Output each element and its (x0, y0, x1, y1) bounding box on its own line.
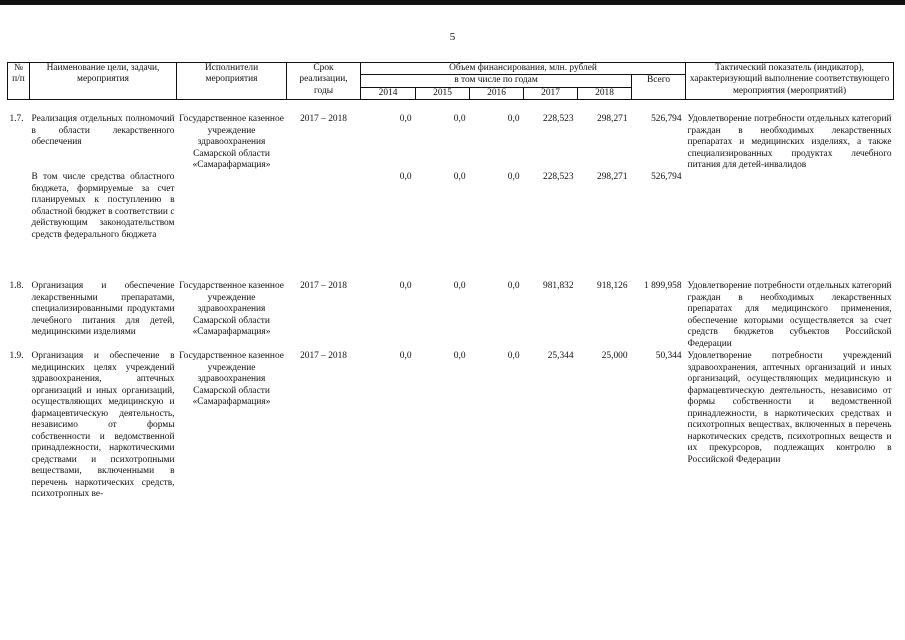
row-value-2014: 0,0 (399, 172, 412, 183)
row-total: 526,794 (651, 114, 682, 125)
row-indicator: Удовлетворение потребности учреждений здравоохранения, аптечных организаций и иных организаций, осуществляющих медицинскую и фармацевтическую деятельность, независимо от формы собственности и ведомственной принадлежности, в наркотических средствах и психотропных веществах, включенных в перечень наркотических средств, психотропных веществ и их прекурсоров, подлежащих контролю в Российской Федерации (687, 351, 892, 465)
row-indicator (686, 172, 894, 267)
row-executor: Государственное казенное учреждение здравоохранения Самарской области «Самарафармация» (179, 351, 284, 408)
page-number: 5 (449, 31, 456, 43)
row-value-2014: 0,0 (399, 281, 412, 292)
header-no: № п/п (8, 63, 30, 100)
row-total: 1 899,958 (644, 281, 682, 292)
row-total: 50,344 (655, 351, 682, 362)
row-no: 1.9. (9, 351, 24, 362)
row-executor: Государственное казенное учреждение здравоохранения Самарской области «Самарафармация» (179, 281, 284, 338)
header-period: Срок реализации, годы (287, 63, 361, 100)
row-name: Организация и обеспечение в медицинских целях учреждений здравоохранения, аптечных организаций и иных организаций, осуществляющих медицинскую и фармацевтическую деятельность, независимо от формы собственности и ведомственной принадлежности, наркотическими средствами и психотропными веществами, включенными в перечень наркотических средств, психотропных ве- (31, 351, 175, 500)
row-value-2016: 0,0 (507, 281, 520, 292)
row-value-2015: 0,0 (453, 281, 466, 292)
row-value-2015: 0,0 (453, 172, 466, 183)
table-row (8, 281, 894, 351)
row-no: 1.8. (9, 281, 24, 292)
row-value-2017: 981,832 (543, 281, 574, 292)
row-executor: Государственное казенное учреждение здравоохранения Самарской области «Самарафармация» (179, 114, 284, 171)
row-name: В том числе средства областного бюджета, формируемые за счет планируемых к поступлению в областной бюджет в соответствии с действующим законодательством средств федерального бюджета (31, 172, 175, 240)
table-row (8, 172, 894, 267)
header-executor: Исполнители мероприятия (177, 63, 287, 100)
header-total: Всего (632, 75, 686, 100)
row-name: Организация и обеспечение лекарственными препаратами, специализированными продуктами лечебного питания для детей, медицинскими изделиями (31, 281, 175, 338)
row-value-2017: 228,523 (543, 172, 574, 183)
header-name: Наименование цели, задачи, мероприятия (30, 63, 177, 100)
row-value-2014: 0,0 (399, 351, 412, 362)
header-indicator: Тактический показатель (индикатор), характеризующий выполнение соответствующего мероприятия (мероприятий) (686, 63, 894, 100)
program-table (7, 62, 894, 501)
row-executor (177, 172, 287, 267)
header-year-2016: 2016 (470, 87, 524, 99)
header-funding: Объем финансирования, млн. рублей (361, 63, 686, 75)
header-year-2017: 2017 (524, 87, 578, 99)
row-name: Реализация отдельных полномочий в области лекарственного обеспечения (31, 114, 175, 148)
header-year-2014: 2014 (361, 87, 416, 99)
row-value-2015: 0,0 (453, 114, 466, 125)
row-value-2017: 228,523 (543, 114, 574, 125)
table-row (8, 114, 894, 172)
row-value-2018: 25,000 (601, 351, 628, 362)
row-indicator: Удовлетворение потребности отдельных категорий граждан в необходимых лекарственных препаратах для медицинского применения, обеспечение которыми осуществляется за счет средств бюджетов субъектов Российской Федерации (687, 281, 892, 349)
header-by-years: в том числе по годам (361, 75, 632, 87)
row-value-2016: 0,0 (507, 172, 520, 183)
row-value-2016: 0,0 (507, 114, 520, 125)
row-period: 2017 – 2018 (300, 351, 347, 362)
row-value-2016: 0,0 (507, 351, 520, 362)
row-value-2017: 25,344 (547, 351, 574, 362)
row-period (287, 172, 361, 267)
header-year-2015: 2015 (416, 87, 470, 99)
table-row (8, 351, 894, 500)
row-value-2018: 298,271 (597, 172, 628, 183)
row-value-2018: 298,271 (597, 114, 628, 125)
top-border (0, 0, 905, 5)
header-year-2018: 2018 (578, 87, 632, 99)
row-indicator: Удовлетворение потребности отдельных категорий граждан в необходимых лекарственных препаратах и медицинских изделиях, а также специализированных продуктах лечебного питания для детей-инвалидов (687, 114, 892, 171)
row-no (8, 172, 30, 267)
row-value-2018: 918,126 (597, 281, 628, 292)
row-value-2015: 0,0 (453, 351, 466, 362)
row-total: 526,794 (651, 172, 682, 183)
row-no: 1.7. (9, 114, 24, 125)
row-period: 2017 – 2018 (300, 281, 347, 292)
row-value-2014: 0,0 (399, 114, 412, 125)
row-period: 2017 – 2018 (300, 114, 347, 125)
